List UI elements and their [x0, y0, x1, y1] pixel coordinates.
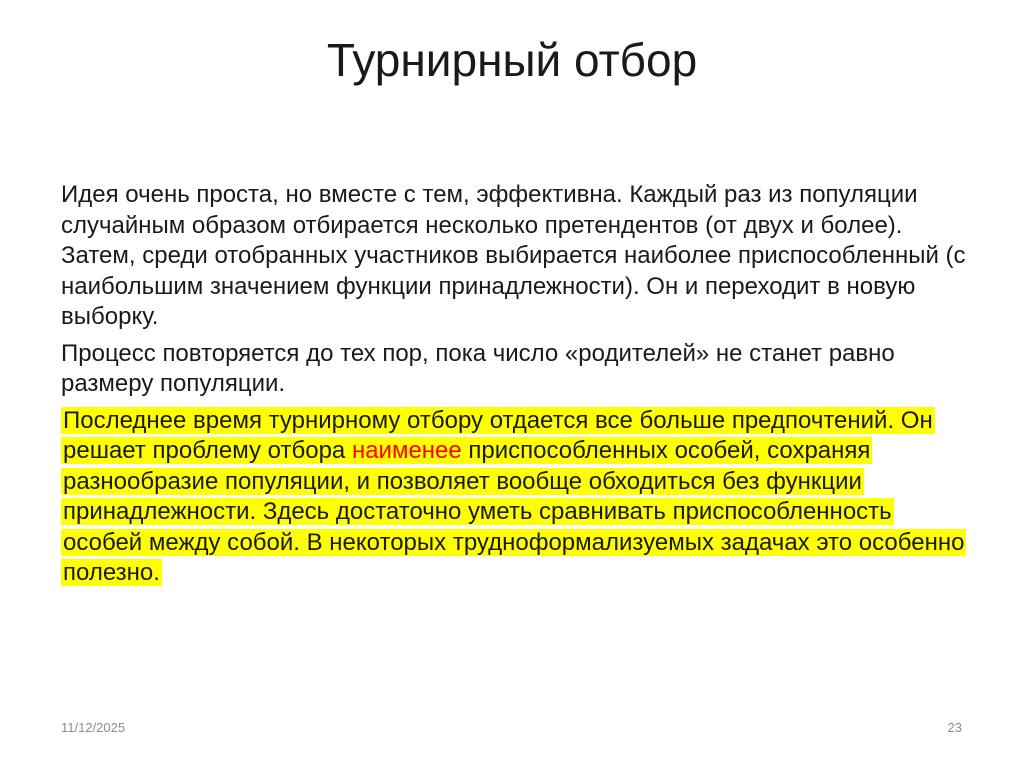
footer-date: 11/12/2025 [61, 720, 126, 735]
paragraph-highlighted [61, 406, 966, 589]
slide-title: Турнирный отбор [326, 34, 698, 86]
highlighted-text [61, 407, 966, 587]
paragraph-process: Процесс повторяется до тех пор, пока число «родителей» не станет равно размеру популяции. [61, 339, 895, 397]
highlight-part-1: Последнее время турнирному отбору отдается все больше предпочтений. Он решает проблему отбора [63, 406, 933, 464]
paragraph-idea: Идея очень проста, но вместе с тем, эффективна. Каждый раз из популяции случайным образом отбирается несколько претендентов (от двух и более). Затем, среди отобранных участников выбирается наиболее приспособленный (с наибольшим значением функции принадлежности). Он и переходит в новую выборку. [61, 181, 966, 330]
highlight-part-2: приспособленных особей, сохраняя разнообразие популяции, и позволяет вообще обходиться без функции принадлежности. Здесь достаточно уметь сравнивать приспособленность особей между собой. В некоторых трудноформализуемых задачах это особенно полезно. [63, 437, 965, 586]
slide-body [61, 180, 966, 595]
emphasis-word: наименее [351, 437, 462, 464]
page-number: 23 [947, 720, 962, 735]
